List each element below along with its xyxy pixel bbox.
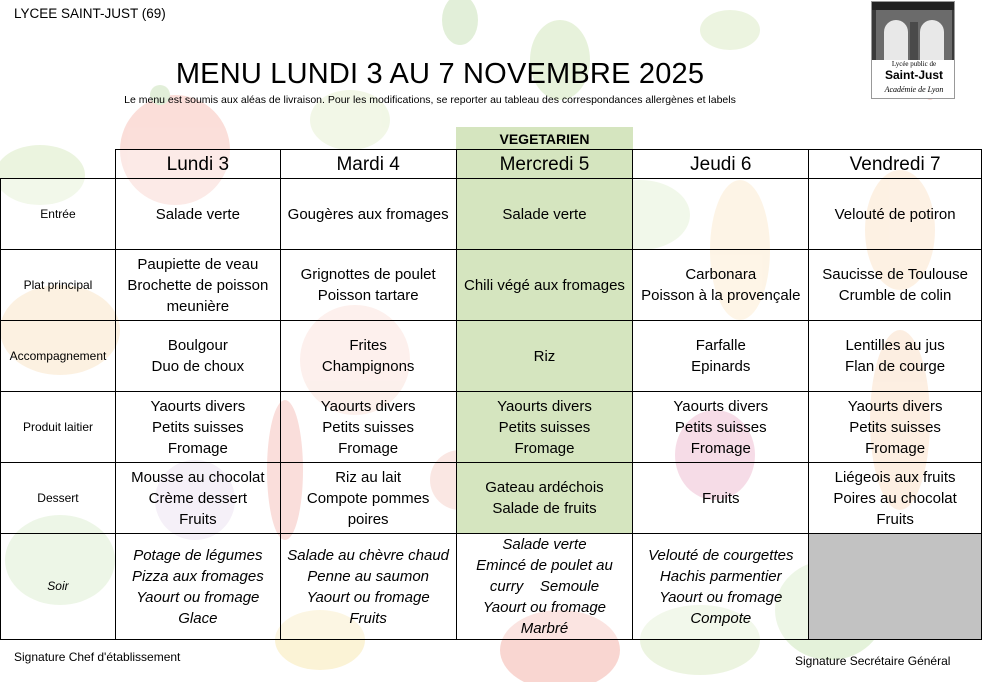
menu-cell [456,321,633,392]
menu-cell [115,463,280,534]
dish: Crumble de colin [838,287,952,304]
dish: Liégeois aux fruits [834,468,956,486]
dish: Yaourt ou fromage [659,588,783,606]
dish: Marbré [520,620,569,637]
row-accompagnement [1,321,982,392]
row-label-soir: Soir [1,534,116,640]
menu-cell [115,179,280,250]
dish: Chili végé aux fromages [464,276,625,294]
menu-cell [456,392,633,463]
dish: meunière [166,297,230,315]
dish: Carbonara [685,266,757,283]
dish: Mousse au chocolat [131,468,265,486]
weekly-menu-table [0,149,982,640]
dish: Yaourts divers [320,397,416,415]
dish: Poires au chocolat [833,489,957,507]
dish: Pizza aux fromages [131,567,264,585]
menu-cell [280,392,456,463]
dish: Riz [533,347,556,365]
dish: Grignottes de poulet [300,266,436,283]
dish: Champignons [321,358,415,375]
day-header-wednesday: Mercredi 5 [456,150,633,179]
menu-cell [280,463,456,534]
day-header-thursday: Jeudi 6 [633,150,809,179]
dish: Petits suisses [498,418,591,436]
menu-cell [633,250,809,321]
table-corner [1,150,116,179]
page-subtitle: Le menu est soumis aux aléas de livraison. Pour les modifications, se reporter au tableau des correspondances allergènes et labels [124,94,736,106]
row-label-dessert: Dessert [1,463,116,534]
row-dessert [1,463,982,534]
dish: Poisson tartare [317,287,419,304]
dish: Yaourt ou fromage [482,599,607,616]
dish: Salade de fruits [492,500,597,517]
dish: Frites [349,337,387,354]
logo-line-1: Lycée public de [891,60,937,68]
school-logo [871,1,955,99]
dish: Compote pommes [306,489,430,507]
dish: Emincé de poulet au [476,557,613,574]
day-header-row [1,150,982,179]
dish: Fruits [179,510,217,528]
dish: Petits suisses [322,418,414,436]
dish: Duo de choux [151,358,245,375]
dish: Salade verte [502,536,587,553]
menu-cell [280,250,456,321]
dish: Brochette de poisson [127,276,269,294]
dish: Fromage [865,439,926,457]
vegetarian-label: VEGETARIEN [456,127,633,149]
menu-cell-closed [809,534,982,640]
logo-line-2: Saint-Just [884,68,943,82]
menu-cell [115,534,280,640]
menu-cell [809,392,982,463]
row-entree [1,179,982,250]
dish: Fruits [876,510,914,528]
menu-cell [115,321,280,392]
dish: Riz au lait [335,468,402,486]
day-header-tuesday: Mardi 4 [280,150,456,179]
dish: Salade verte [155,205,240,223]
row-label-accompagnement: Accompagnement [1,321,116,392]
signature-chef-etablissement: Signature Chef d'établissement [14,650,181,664]
row-soir [1,534,982,640]
dish: Petits suisses [674,418,767,436]
dish: Yaourt ou fromage [136,588,260,606]
dish: Yaourts divers [497,397,592,415]
dish: Salade au chèvre chaud [287,546,450,564]
dish: Paupiette de veau [137,255,259,273]
row-label-plat-principal: Plat principal [1,250,116,321]
arch-building-icon [872,2,955,60]
menu-cell [456,179,633,250]
row-label-produit-laitier: Produit laitier [1,392,116,463]
row-label-entree: Entrée [1,179,116,250]
dish: Boulgour [167,337,228,354]
menu-cell [809,321,982,392]
dish: Yaourts divers [150,397,246,415]
dish: Flan de courge [845,358,946,375]
dish: Crème dessert [148,489,248,507]
dish: Fromage [338,439,399,457]
menu-cell [809,179,982,250]
dish: Petits suisses [151,418,244,436]
dish: Petits suisses [849,418,941,436]
dish: curry Semoule [489,578,600,595]
menu-cell [809,250,982,321]
dish: Fruits [349,609,387,627]
menu-cell-empty [633,179,809,250]
menu-cell [280,534,456,640]
menu-cell [809,463,982,534]
row-produit-laitier [1,392,982,463]
dish: Fromage [690,439,751,457]
dish: Gougères aux fromages [287,205,449,223]
dish: Fromage [514,439,575,457]
dish: Farfalle [695,337,746,354]
menu-cell [633,534,809,640]
dish: Fromage [167,439,228,457]
dish: Velouté de courgettes [648,546,794,564]
dish: Saucisse de Toulouse [822,266,968,283]
dish: Gateau ardéchois [485,479,604,496]
dish: Epinards [691,358,751,375]
dish: Yaourts divers [673,397,769,415]
dish: Yaourt ou fromage [306,588,430,606]
school-name: LYCEE SAINT-JUST (69) [14,6,166,21]
menu-cell [633,463,809,534]
menu-cell [280,321,456,392]
dish: Glace [178,609,218,627]
dish: Poisson à la provençale [641,287,801,304]
menu-cell [280,179,456,250]
dish: Yaourts divers [847,397,943,415]
logo-line-3: Académie de Lyon [884,85,944,94]
dish: Salade verte [502,205,587,223]
menu-cell [633,321,809,392]
page-title: MENU LUNDI 3 AU 7 NOVEMBRE 2025 [175,58,705,90]
day-header-friday: Vendredi 7 [809,150,982,179]
menu-cell [456,250,633,321]
signature-secretaire-general: Signature Secrétaire Général [795,654,951,668]
dish: Fruits [702,489,740,507]
menu-cell [633,392,809,463]
dish: Hachis parmentier [659,567,782,585]
menu-cell [115,250,280,321]
day-header-monday: Lundi 3 [115,150,280,179]
menu-cell [456,534,633,640]
dish: poires [347,510,389,528]
dish: Potage de légumes [133,546,263,564]
dish: Velouté de potiron [834,205,956,223]
menu-cell [115,392,280,463]
dish: Penne au saumon [307,567,430,585]
dish: Compote [690,609,752,627]
dish: Lentilles au jus [845,337,945,354]
menu-cell [456,463,633,534]
row-plat-principal [1,250,982,321]
